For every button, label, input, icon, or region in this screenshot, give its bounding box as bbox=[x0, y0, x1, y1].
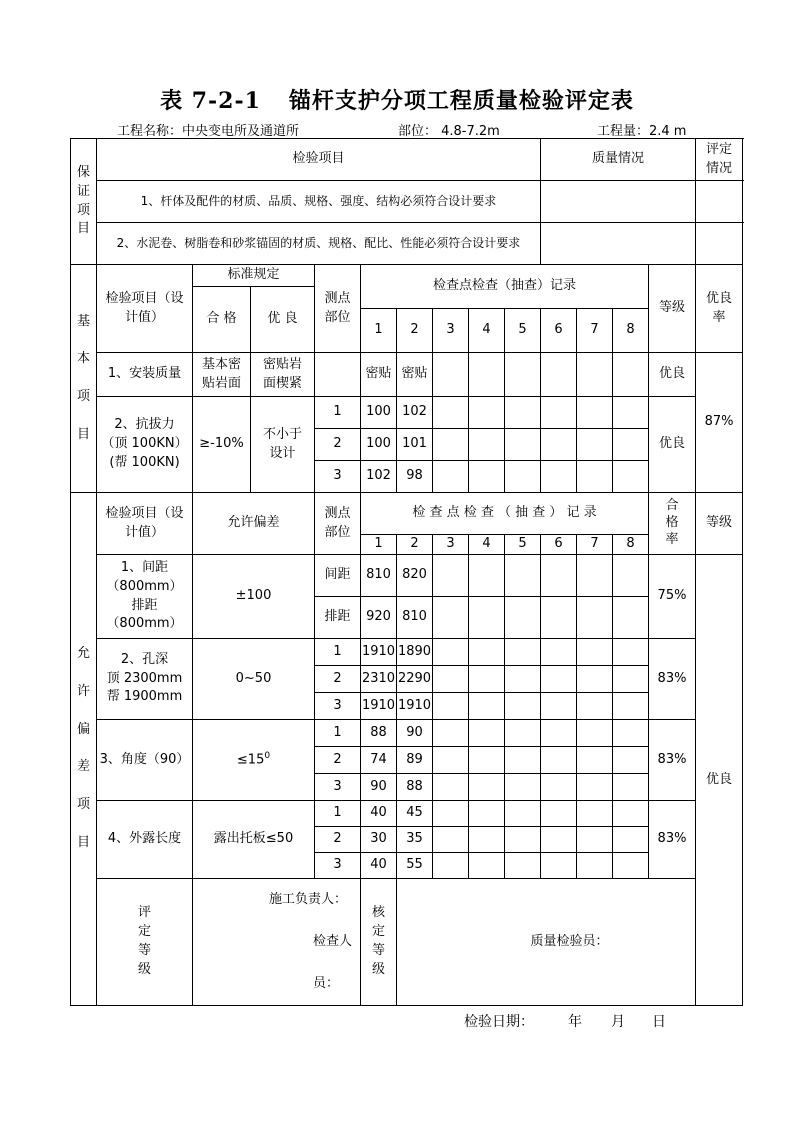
value-cell bbox=[577, 827, 613, 853]
value-cell: 90 bbox=[361, 774, 397, 801]
value-cell bbox=[613, 461, 649, 493]
value-cell: 102 bbox=[397, 397, 433, 429]
value-cell: 102 bbox=[361, 461, 397, 493]
value-cell bbox=[613, 747, 649, 774]
deviation-allow-4: 露出托板≤50 bbox=[193, 801, 315, 879]
table-row bbox=[71, 223, 743, 265]
value-cell: 920 bbox=[361, 597, 397, 639]
value-cell bbox=[541, 639, 577, 666]
value-cell bbox=[433, 639, 469, 666]
value-cell bbox=[541, 597, 577, 639]
guarantee-eval-2 bbox=[696, 223, 743, 265]
value-cell bbox=[613, 666, 649, 693]
value-cell bbox=[541, 827, 577, 853]
value-cell bbox=[469, 720, 505, 747]
value-cell bbox=[469, 693, 505, 720]
value-cell bbox=[577, 639, 613, 666]
value-cell bbox=[505, 853, 541, 879]
point-cell: 2 bbox=[315, 666, 361, 693]
value-cell bbox=[505, 397, 541, 429]
value-cell bbox=[577, 801, 613, 827]
table-row bbox=[71, 555, 743, 597]
value-cell: 55 bbox=[397, 853, 433, 879]
value-cell bbox=[469, 555, 505, 597]
basic-grade-1: 优良 bbox=[649, 353, 696, 397]
value-cell: 1910 bbox=[361, 693, 397, 720]
value-cell bbox=[433, 461, 469, 493]
value-cell bbox=[613, 853, 649, 879]
value-cell bbox=[433, 801, 469, 827]
col-num: 8 bbox=[613, 535, 649, 555]
value-cell: 101 bbox=[397, 429, 433, 461]
value-cell bbox=[541, 774, 577, 801]
value-cell bbox=[577, 353, 613, 397]
value-cell bbox=[613, 397, 649, 429]
value-cell bbox=[541, 429, 577, 461]
guarantee-quality-2 bbox=[541, 223, 696, 265]
value-cell: 98 bbox=[397, 461, 433, 493]
value-cell: 89 bbox=[397, 747, 433, 774]
point-cell: 间距 bbox=[315, 555, 361, 597]
value-cell: 90 bbox=[397, 720, 433, 747]
point-cell: 1 bbox=[315, 397, 361, 429]
value-cell: 810 bbox=[397, 597, 433, 639]
value-cell bbox=[613, 774, 649, 801]
guarantee-eval-1 bbox=[696, 181, 743, 223]
value-cell bbox=[433, 397, 469, 429]
signature-block bbox=[193, 879, 361, 1006]
deviation-rate-header: 合 格 率 bbox=[649, 493, 696, 555]
value-cell bbox=[613, 693, 649, 720]
basic-pass-2: ≥-10% bbox=[193, 397, 251, 493]
value-cell: 74 bbox=[361, 747, 397, 774]
col-num: 3 bbox=[433, 309, 469, 353]
value-cell bbox=[541, 397, 577, 429]
value-cell: 1890 bbox=[397, 639, 433, 666]
project-name: 工程名称：中央变电所及通道所 bbox=[117, 124, 300, 139]
value-cell bbox=[505, 429, 541, 461]
value-cell bbox=[433, 666, 469, 693]
location: 部位： 4.8-7.2m bbox=[398, 124, 500, 139]
guarantee-section-label: 保 证 项 目 bbox=[71, 139, 97, 265]
deviation-grade-header: 等级 bbox=[696, 493, 743, 555]
deviation-rate-4: 83% bbox=[649, 801, 696, 879]
document-title bbox=[0, 84, 794, 115]
value-cell bbox=[505, 720, 541, 747]
value-cell: 1910 bbox=[361, 639, 397, 666]
value-cell bbox=[613, 555, 649, 597]
value-cell bbox=[505, 353, 541, 397]
point-cell: 1 bbox=[315, 801, 361, 827]
value-cell bbox=[469, 461, 505, 493]
deviation-allow-header: 允许偏差 bbox=[193, 493, 315, 555]
value-cell bbox=[469, 429, 505, 461]
deviation-allow-2: 0~50 bbox=[193, 639, 315, 720]
col-num: 6 bbox=[541, 309, 577, 353]
verify-grade-label: 核 定 等 级 bbox=[361, 879, 397, 1006]
value-cell: 1910 bbox=[397, 693, 433, 720]
value-cell bbox=[469, 827, 505, 853]
basic-good-2: 不小于 设计 bbox=[251, 397, 315, 493]
value-cell bbox=[433, 720, 469, 747]
deviation-allow-3: $\le 15^0$ bbox=[193, 720, 315, 801]
date-month: 月 bbox=[611, 1014, 625, 1030]
col-num: 8 bbox=[613, 309, 649, 353]
value-cell bbox=[469, 801, 505, 827]
value-cell bbox=[433, 693, 469, 720]
value-cell bbox=[505, 801, 541, 827]
value-cell bbox=[505, 747, 541, 774]
col-num: 5 bbox=[505, 535, 541, 555]
table-row bbox=[71, 353, 743, 397]
value-cell bbox=[433, 429, 469, 461]
value-cell bbox=[577, 461, 613, 493]
value-cell bbox=[541, 853, 577, 879]
value-cell: 810 bbox=[361, 555, 397, 597]
value-cell bbox=[505, 555, 541, 597]
table-row bbox=[71, 265, 743, 287]
point-cell: 2 bbox=[315, 429, 361, 461]
value-cell bbox=[505, 827, 541, 853]
deviation-allow-1: ±100 bbox=[193, 555, 315, 639]
deviation-item-2: 2、孔深 顶 2300mm 帮 1900mm bbox=[97, 639, 193, 720]
value-cell: 100 bbox=[361, 429, 397, 461]
value-cell bbox=[613, 720, 649, 747]
value-cell bbox=[469, 397, 505, 429]
value-cell: 2310 bbox=[361, 666, 397, 693]
value-cell bbox=[433, 353, 469, 397]
col-num: 1 bbox=[361, 535, 397, 555]
value-cell bbox=[505, 666, 541, 693]
table-row bbox=[71, 720, 743, 747]
value-cell bbox=[577, 666, 613, 693]
basic-pass-1: 基本密 贴岩面 bbox=[193, 353, 251, 397]
value-cell bbox=[433, 774, 469, 801]
date-day: 日 bbox=[652, 1014, 666, 1030]
table-row bbox=[71, 879, 743, 1006]
guarantee-quality-1 bbox=[541, 181, 696, 223]
value-cell bbox=[613, 597, 649, 639]
value-cell bbox=[541, 801, 577, 827]
point-cell: 2 bbox=[315, 827, 361, 853]
value-cell bbox=[577, 747, 613, 774]
table-row bbox=[71, 639, 743, 666]
table-row bbox=[71, 397, 743, 429]
date-year: 年 bbox=[568, 1014, 582, 1030]
value-cell bbox=[469, 774, 505, 801]
guarantee-item-2: 2、水泥卷、树脂卷和砂浆锚固的材质、规格、配比、性能必须符合设计要求 bbox=[97, 223, 541, 265]
col-num: 2 bbox=[397, 309, 433, 353]
value-cell bbox=[505, 693, 541, 720]
point-cell: 1 bbox=[315, 720, 361, 747]
basic-item-1: 1、安装质量 bbox=[97, 353, 193, 397]
value-cell bbox=[577, 555, 613, 597]
basic-rate-header: 优良 率 bbox=[696, 265, 743, 353]
value-cell bbox=[613, 429, 649, 461]
value-cell bbox=[613, 801, 649, 827]
deviation-item-3: 3、角度（90） bbox=[97, 720, 193, 801]
table-row bbox=[71, 181, 743, 223]
basic-rate: 87% bbox=[696, 353, 743, 493]
value-cell bbox=[469, 353, 505, 397]
col-num: 4 bbox=[469, 535, 505, 555]
table-row bbox=[71, 493, 743, 535]
value-cell bbox=[469, 639, 505, 666]
date-label: 检验日期： bbox=[464, 1014, 534, 1030]
basic-grade-2: 优良 bbox=[649, 397, 696, 493]
value-cell bbox=[577, 597, 613, 639]
value-cell bbox=[541, 555, 577, 597]
point-cell: 3 bbox=[315, 853, 361, 879]
value-cell bbox=[613, 639, 649, 666]
deviation-item-1: 1、间距 （800mm） 排距 （800mm） bbox=[97, 555, 193, 639]
deviation-item-4: 4、外露长度 bbox=[97, 801, 193, 879]
col-num: 7 bbox=[577, 535, 613, 555]
value-cell bbox=[433, 597, 469, 639]
value-cell: 45 bbox=[397, 801, 433, 827]
value-cell bbox=[433, 827, 469, 853]
deviation-point-header: 测点 部位 bbox=[315, 493, 361, 555]
quantity: 工程量：2.4 m bbox=[597, 124, 687, 139]
col-num: 3 bbox=[433, 535, 469, 555]
value-cell: 35 bbox=[397, 827, 433, 853]
value-cell bbox=[577, 774, 613, 801]
value-cell bbox=[469, 597, 505, 639]
value-cell: 密贴 bbox=[397, 353, 433, 397]
basic-good-header: 优 良 bbox=[251, 287, 315, 353]
value-cell: 40 bbox=[361, 853, 397, 879]
guarantee-eval-header: 评定 情况 bbox=[696, 139, 743, 181]
point-cell bbox=[315, 353, 361, 397]
value-cell bbox=[577, 853, 613, 879]
construction-lead-label: 施工负责人： bbox=[269, 892, 348, 907]
value-cell bbox=[469, 853, 505, 879]
value-cell bbox=[541, 720, 577, 747]
table-row bbox=[71, 139, 743, 181]
value-cell bbox=[613, 353, 649, 397]
deviation-rate-2: 83% bbox=[649, 639, 696, 720]
basic-point-header: 测点 部位 bbox=[315, 265, 361, 353]
basic-grade-header: 等级 bbox=[649, 265, 696, 353]
value-cell bbox=[577, 397, 613, 429]
value-cell bbox=[577, 429, 613, 461]
value-cell bbox=[505, 639, 541, 666]
col-num: 6 bbox=[541, 535, 577, 555]
value-cell bbox=[541, 461, 577, 493]
deviation-section-label: 允 许 偏 差 项 目 bbox=[71, 493, 97, 1006]
value-cell: 88 bbox=[361, 720, 397, 747]
deviation-record-header: 检 查 点 检 查 （ 抽 查 ） 记 录 bbox=[361, 493, 649, 535]
point-cell: 3 bbox=[315, 693, 361, 720]
deviation-rate-3: 83% bbox=[649, 720, 696, 801]
value-cell: 100 bbox=[361, 397, 397, 429]
value-cell: 30 bbox=[361, 827, 397, 853]
basic-good-1: 密贴岩 面楔紧 bbox=[251, 353, 315, 397]
value-cell: 88 bbox=[397, 774, 433, 801]
basic-pass-header: 合 格 bbox=[193, 287, 251, 353]
value-cell bbox=[577, 720, 613, 747]
value-cell bbox=[541, 693, 577, 720]
value-cell bbox=[433, 747, 469, 774]
basic-record-header: 检查点检查（抽查）记录 bbox=[361, 265, 649, 309]
eval-section-label: 评 定 等 级 bbox=[97, 879, 193, 1006]
point-cell: 3 bbox=[315, 461, 361, 493]
value-cell bbox=[541, 747, 577, 774]
guarantee-item-header: 检验项目 bbox=[97, 139, 541, 181]
point-cell: 1 bbox=[315, 639, 361, 666]
basic-section-label: 基 本 项 目 bbox=[71, 265, 97, 493]
value-cell bbox=[505, 461, 541, 493]
deviation-grade: 优良 bbox=[696, 555, 743, 1006]
value-cell bbox=[433, 853, 469, 879]
value-cell: 密贴 bbox=[361, 353, 397, 397]
qc-label: 质量检验员： bbox=[397, 879, 743, 1006]
value-cell bbox=[469, 666, 505, 693]
deviation-item-header: 检验项目（设 计值） bbox=[97, 493, 193, 555]
basic-item-header: 检验项目（设 计值） bbox=[97, 265, 193, 353]
deviation-rate-1: 75% bbox=[649, 555, 696, 639]
point-cell: 排距 bbox=[315, 597, 361, 639]
value-cell: 40 bbox=[361, 801, 397, 827]
table-row bbox=[71, 801, 743, 827]
guarantee-quality-header: 质量情况 bbox=[541, 139, 696, 181]
value-cell bbox=[433, 555, 469, 597]
col-num: 1 bbox=[361, 309, 397, 353]
point-cell: 3 bbox=[315, 774, 361, 801]
value-cell: 2290 bbox=[397, 666, 433, 693]
value-cell bbox=[469, 747, 505, 774]
inspector-label: 检查人员： bbox=[313, 934, 353, 991]
basic-item-2: 2、抗拔力 （顶 100KN） (帮 100KN) bbox=[97, 397, 193, 493]
col-num: 5 bbox=[505, 309, 541, 353]
value-cell bbox=[541, 353, 577, 397]
value-cell: 820 bbox=[397, 555, 433, 597]
table-number: 表 7-2-1 bbox=[160, 88, 261, 114]
col-num: 2 bbox=[397, 535, 433, 555]
value-cell bbox=[613, 827, 649, 853]
col-num: 7 bbox=[577, 309, 613, 353]
guarantee-item-1: 1、杆体及配件的材质、品质、规格、强度、结构必须符合设计要求 bbox=[97, 181, 541, 223]
basic-std-header: 标准规定 bbox=[193, 265, 315, 287]
inspection-table bbox=[70, 138, 743, 1006]
value-cell bbox=[505, 774, 541, 801]
col-num: 4 bbox=[469, 309, 505, 353]
value-cell bbox=[577, 693, 613, 720]
point-cell: 2 bbox=[315, 747, 361, 774]
table-title: 锚杆支护分项工程质量检验评定表 bbox=[288, 88, 634, 114]
value-cell bbox=[505, 597, 541, 639]
value-cell bbox=[541, 666, 577, 693]
